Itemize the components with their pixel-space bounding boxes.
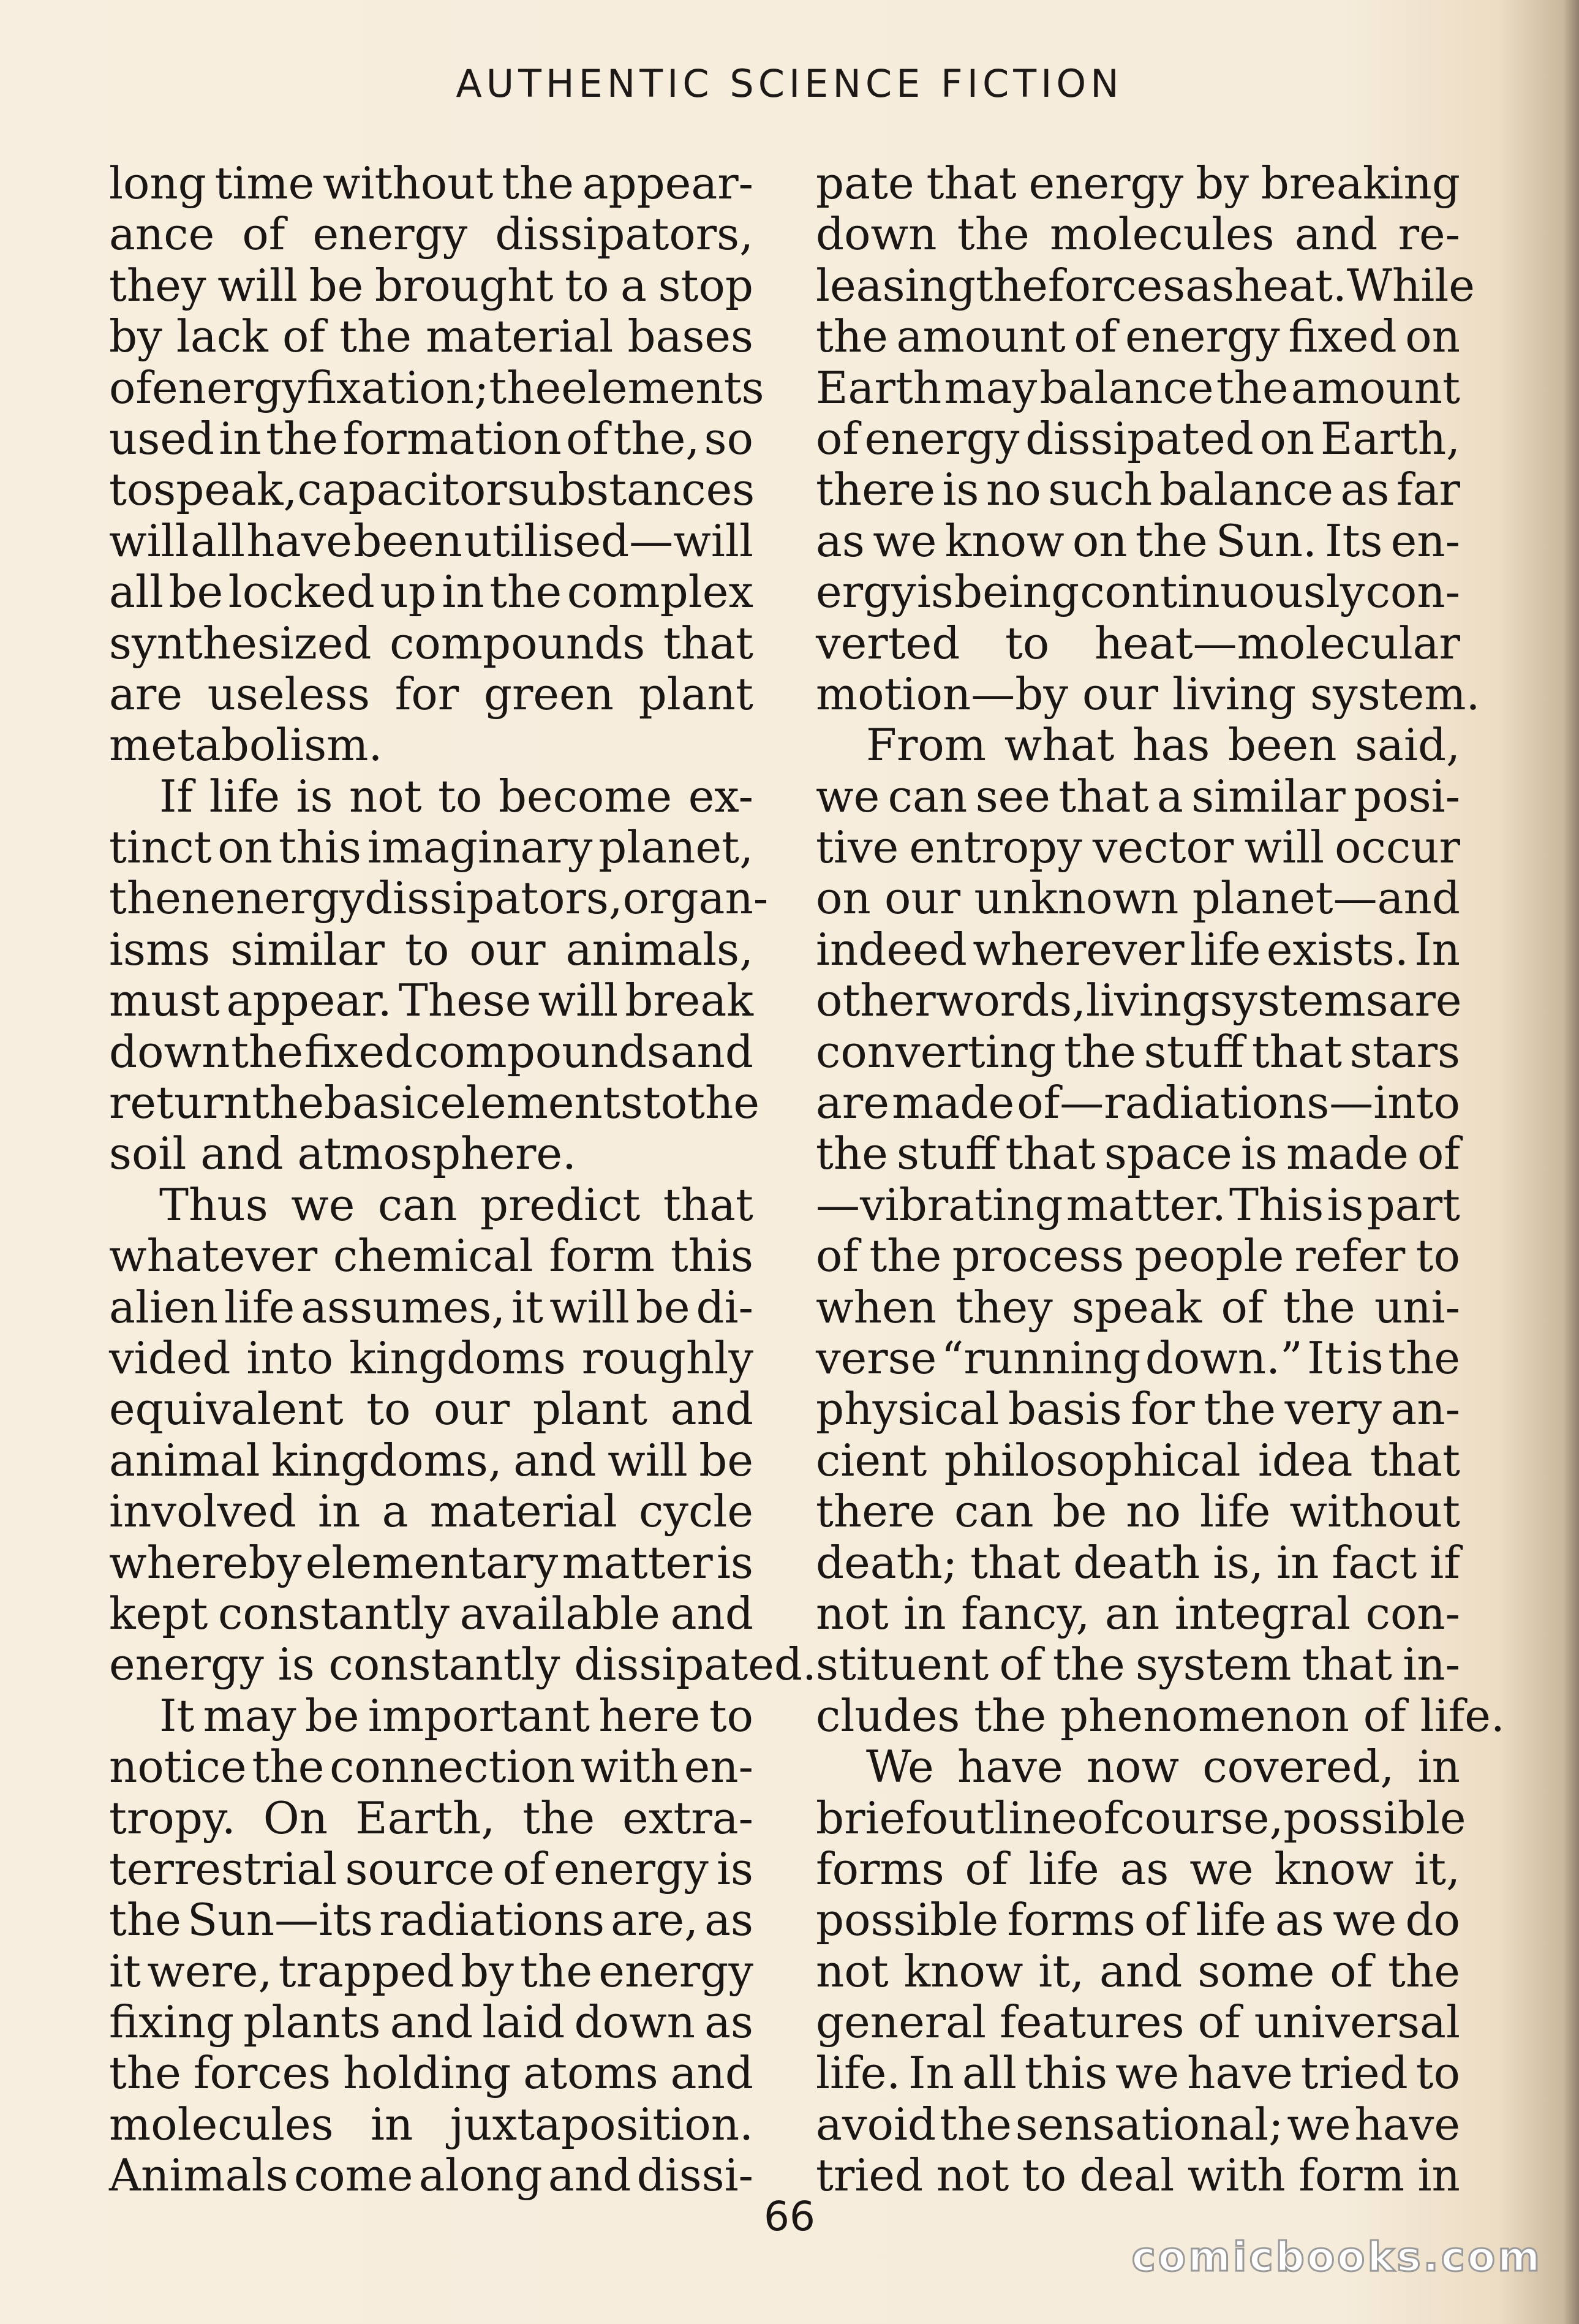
text-line: the Sun—its radiations are, as — [109, 1894, 753, 1946]
text-line: vided into kingdoms roughly — [109, 1332, 753, 1384]
text-line: of energy fixation; the elements — [109, 361, 764, 413]
text-line: If life is not to become ex- — [159, 770, 753, 822]
text-line: by lack of the material bases — [109, 311, 753, 363]
text-line: kept constantly available and — [109, 1587, 753, 1639]
text-line: down the fixed compounds and — [109, 1025, 753, 1077]
text-line: long time without the appear- — [109, 157, 753, 209]
text-line: indeed wherever life exists. In — [816, 923, 1460, 975]
text-line: whatever chemical form this — [109, 1230, 753, 1282]
text-line: synthesized compounds that — [109, 617, 753, 669]
text-line: tropy. On Earth, the extra- — [109, 1792, 753, 1844]
text-line: there can be no life without — [816, 1485, 1460, 1537]
text-line: ance of energy dissipators, — [109, 208, 753, 260]
text-line: then energy dissipators, organ- — [109, 872, 769, 924]
text-line: used in the formation of the, so — [109, 412, 753, 464]
text-line: when they speak of the uni- — [816, 1281, 1460, 1333]
text-line: the amount of energy fixed on — [816, 311, 1460, 363]
text-line: life. In all this we have tried to — [816, 2047, 1460, 2099]
text-line: Animals come along and dissi- — [109, 2149, 753, 2201]
text-line: tinct on this imaginary planet, — [109, 821, 753, 873]
text-line: ergy is being continuously con- — [816, 566, 1460, 618]
text-line: converting the stuff that stars — [816, 1025, 1460, 1077]
text-line: molecules in juxtaposition. — [109, 2098, 753, 2150]
text-line: fixing plants and laid down as — [109, 1996, 753, 2048]
text-line: we can see that a similar posi- — [816, 770, 1460, 822]
text-line: brief outline of course, possible — [816, 1792, 1466, 1844]
text-line: alien life assumes, it will be di- — [109, 1281, 753, 1333]
text-line: are useless for green plant — [109, 668, 753, 720]
text-line: leasing the forces as heat. While — [816, 259, 1475, 311]
text-line: tried not to deal with form in — [816, 2149, 1460, 2201]
text-line: on our unknown planet—and — [816, 872, 1460, 924]
text-line: it were, trapped by the energy — [109, 1945, 753, 1997]
text-line: isms similar to our animals, — [109, 923, 753, 975]
page-number: 66 — [764, 2193, 815, 2240]
text-line: return the basic elements to the — [109, 1077, 759, 1129]
text-line: other words, living systems are — [816, 975, 1462, 1027]
text-line: Thus we can predict that — [159, 1179, 753, 1231]
text-line: terrestrial source of energy is — [109, 1843, 753, 1895]
text-line: stituent of the system that in- — [816, 1639, 1460, 1691]
text-line: of the process people refer to — [816, 1230, 1460, 1282]
text-line: metabolism. — [109, 719, 383, 771]
text-line: cludes the phenomenon of life. — [816, 1689, 1505, 1741]
text-line: verse “running down.” It is the — [816, 1332, 1460, 1384]
text-line: Earth may balance the amount — [816, 361, 1460, 413]
text-line: soil and atmosphere. — [109, 1128, 576, 1180]
text-line: of energy dissipated on Earth, — [816, 412, 1460, 464]
text-line: down the molecules and re- — [816, 208, 1460, 260]
text-line: all be locked up in the complex — [109, 566, 753, 618]
text-line: avoid the sensational; we have — [816, 2098, 1460, 2150]
text-line: motion—by our living system. — [816, 668, 1480, 720]
text-line: forms of life as we know it, — [816, 1843, 1460, 1895]
text-line: are made of—radiations—into — [816, 1077, 1460, 1129]
text-column-right — [816, 157, 1505, 2201]
text-line: as we know on the Sun. Its en- — [816, 515, 1460, 567]
text-line: physical basis for the very an- — [816, 1383, 1460, 1435]
running-header: AUTHENTIC SCIENCE FICTION — [456, 61, 1123, 106]
text-line: must appear. These will break — [109, 975, 753, 1027]
text-line: they will be brought to a stop — [109, 259, 753, 311]
text-line: notice the connection with en- — [109, 1741, 753, 1793]
text-line: It may be important here to — [159, 1689, 753, 1741]
text-line: possible forms of life as we do — [816, 1894, 1460, 1946]
text-column-left — [109, 157, 816, 2201]
text-line: energy is constantly dissipated. — [109, 1639, 816, 1691]
text-line: the stuff that space is made of — [816, 1128, 1460, 1180]
text-line: involved in a material cycle — [109, 1485, 753, 1537]
text-line: From what has been said, — [866, 719, 1460, 771]
text-line: will all have been utilised—will — [109, 515, 753, 567]
text-line: not in fancy, an integral con- — [816, 1587, 1460, 1639]
text-line: equivalent to our plant and — [109, 1383, 753, 1435]
text-line: —vibrating matter. This is part — [816, 1179, 1460, 1231]
text-line: animal kingdoms, and will be — [109, 1434, 753, 1486]
text-line: whereby elementary matter is — [109, 1536, 753, 1588]
text-line: the forces holding atoms and — [109, 2047, 753, 2099]
watermark: comicbooks.com — [1131, 2233, 1542, 2281]
text-line: pate that energy by breaking — [816, 157, 1460, 209]
text-line: general features of universal — [816, 1996, 1460, 2048]
text-line: to speak, capacitor substances — [109, 464, 755, 516]
text-line: We have now covered, in — [866, 1741, 1460, 1793]
text-line: not know it, and some of the — [816, 1945, 1460, 1997]
text-line: there is no such balance as far — [816, 464, 1460, 516]
text-line: tive entropy vector will occur — [816, 821, 1460, 873]
text-line: verted to heat—molecular — [816, 617, 1460, 669]
text-line: cient philosophical idea that — [816, 1434, 1460, 1486]
text-line: death; that death is, in fact if — [816, 1536, 1460, 1588]
